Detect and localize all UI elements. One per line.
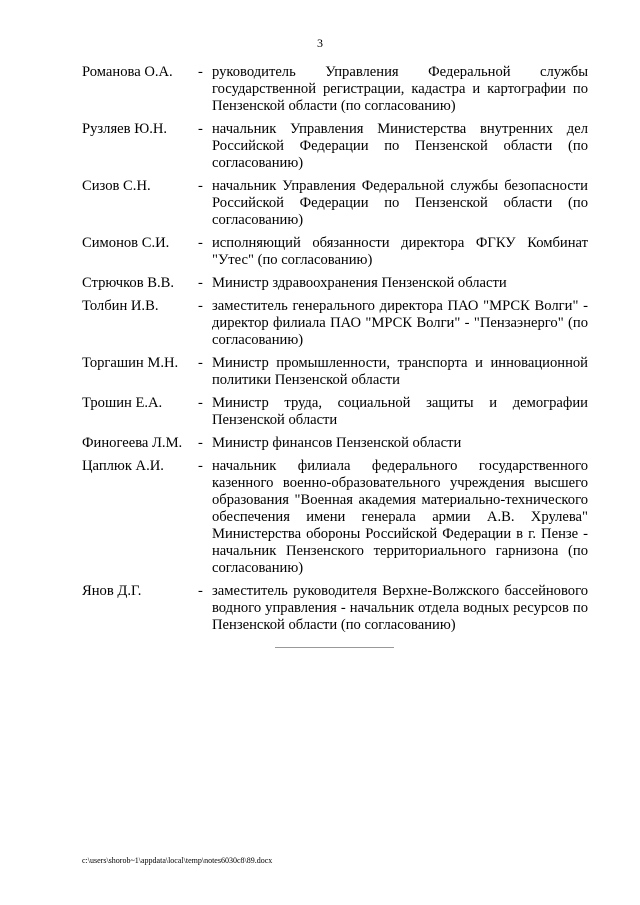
member-dash: - xyxy=(198,178,203,194)
member-position: заместитель генерального директора ПАО "МРСК Волги" - директор филиала ПАО "МРСК Волги" - "Пензаэнерго" (по согласованию) xyxy=(212,298,588,348)
member-name: Романова О.А. xyxy=(82,64,173,80)
member-position: Министр труда, социальной защиты и демографии Пензенской области xyxy=(212,395,588,428)
member-position: начальник Управления Министерства внутренних дел Российской Федерации по Пензенской области (по согласованию) xyxy=(212,121,588,171)
member-entry xyxy=(82,458,588,577)
member-dash: - xyxy=(198,458,203,474)
member-entry xyxy=(82,583,588,634)
member-position: начальник филиала федерального государственного казенного военно-образовательного учреждения высшего образования "Военная академия материально-технического обеспечения имени генерала армии А.В. Хрулева" Министерства обороны Российской Федерации в г. Пензе - начальник Пензенского территориального гарнизона (по согласованию) xyxy=(212,458,588,576)
member-position: Министр промышленности, транспорта и инновационной политики Пензенской области xyxy=(212,355,588,388)
member-dash: - xyxy=(198,235,203,251)
member-dash: - xyxy=(198,355,203,371)
member-name: Симонов С.И. xyxy=(82,235,170,251)
member-position: Министр финансов Пензенской области xyxy=(212,435,462,451)
member-dash: - xyxy=(198,64,203,80)
member-entry xyxy=(82,395,588,429)
member-position: руководитель Управления Федеральной службы государственной регистрации, кадастра и картографии по Пензенской области (по согласованию) xyxy=(212,64,588,114)
member-entry xyxy=(82,275,588,292)
member-position: заместитель руководителя Верхне-Волжского бассейнового водного управления - начальник отдела водных ресурсов по Пензенской области (по согласованию) xyxy=(212,583,588,633)
member-entry xyxy=(82,64,588,115)
member-dash: - xyxy=(198,583,203,599)
member-name: Трошин Е.А. xyxy=(82,395,163,411)
separator-line xyxy=(275,647,394,648)
member-name: Финогеева Л.М. xyxy=(82,435,183,451)
member-position: исполняющий обязанности директора ФГКУ Комбинат "Утес" (по согласованию) xyxy=(212,235,588,268)
member-name: Сизов С.Н. xyxy=(82,178,151,194)
member-name: Янов Д.Г. xyxy=(82,583,142,599)
member-entry xyxy=(82,355,588,389)
member-position: Министр здравоохранения Пензенской области xyxy=(212,275,507,291)
member-name: Толбин И.В. xyxy=(82,298,159,314)
page-number: 3 xyxy=(317,36,323,50)
member-dash: - xyxy=(198,275,203,291)
member-entry xyxy=(82,178,588,229)
member-name: Рузляев Ю.Н. xyxy=(82,121,168,137)
member-entry xyxy=(82,298,588,349)
member-entry xyxy=(82,235,588,269)
members-list xyxy=(82,64,588,640)
member-entry xyxy=(82,435,588,452)
member-dash: - xyxy=(198,395,203,411)
footer-file-path: c:\users\shorob~1\appdata\local\temp\notes6030c8\89.docx xyxy=(82,856,273,865)
member-dash: - xyxy=(198,435,203,451)
member-dash: - xyxy=(198,298,203,314)
member-name: Торгашин М.Н. xyxy=(82,355,179,371)
member-entry xyxy=(82,121,588,172)
member-name: Цаплюк А.И. xyxy=(82,458,164,474)
member-position: начальник Управления Федеральной службы безопасности Российской Федерации по Пензенской области (по согласованию) xyxy=(212,178,588,228)
member-dash: - xyxy=(198,121,203,137)
member-name: Стрючков В.В. xyxy=(82,275,175,291)
